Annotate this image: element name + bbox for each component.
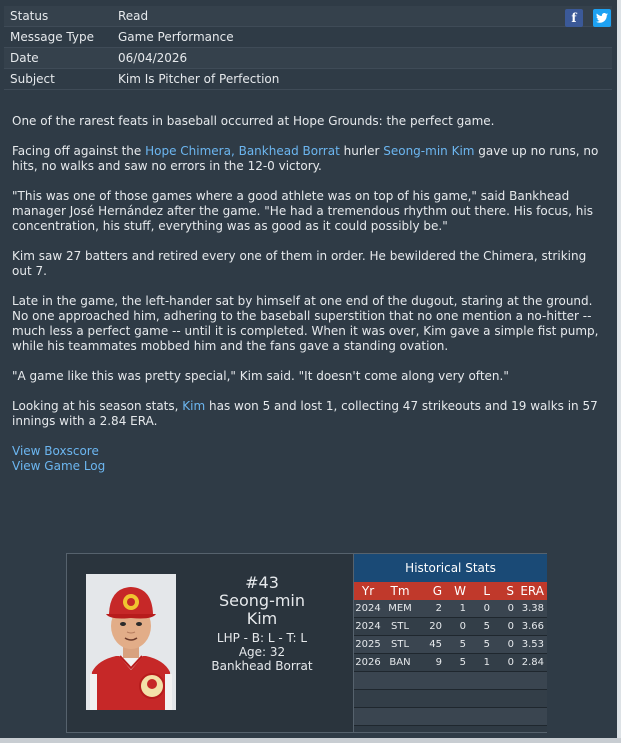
col-header-era[interactable]: ERA: [520, 584, 544, 598]
cell-era: 3.66: [521, 621, 544, 632]
article-paragraph: "This was one of those games where a good athlete was on top of his game," said Bankhead manager José Hernández after the game. "He had a tremendous rhythm out there. His focus, his concentration, his stuff, everything was as good as it could possibly be.": [12, 189, 593, 233]
cell-yr: 2024: [355, 621, 381, 632]
article-paragraph: Late in the game, the left-hander sat by himself at one end of the dugout, staring at the ground. No one approached him, adhering to the baseball superstition that no one mention a no-hitter -- much less a perfect game -- until it is completed. When it was over, Kim gave a simple fist pump, while his teammates mobbed him and the fans gave a standing ovation.: [12, 294, 599, 353]
col-header-tm[interactable]: Tm: [390, 584, 410, 598]
article-paragraph: "A game like this was pretty special," Kim said. "It doesn't come along very often.": [12, 369, 509, 383]
cell-tm: STL: [390, 621, 410, 632]
article-paragraph: [12, 399, 602, 429]
cell-tm: STL: [390, 639, 410, 650]
article-body: [12, 114, 602, 474]
date-label: Date: [10, 51, 39, 65]
cell-g: 45: [429, 639, 442, 650]
header-row-date: [4, 48, 612, 69]
text-run: Looking at his season stats,: [12, 399, 183, 413]
player-portrait-icon: [86, 574, 176, 710]
view-game-log-link[interactable]: View Game Log: [12, 459, 106, 473]
cell-w: 1: [459, 603, 466, 614]
table-row: [354, 636, 547, 654]
text-run: hurler: [339, 144, 384, 158]
cell-l: 0: [483, 603, 490, 614]
message-type-label: Message Type: [10, 30, 94, 44]
article-paragraph: Kim saw 27 batters and retired every one of them in order. He bewildered the Chimera, striking out 7.: [12, 249, 587, 278]
social-buttons: [565, 9, 611, 27]
table-row-empty: [354, 690, 547, 708]
team-link-hope-chimera[interactable]: Hope Chimera: [145, 144, 231, 158]
cell-g: 2: [435, 603, 442, 614]
message-header: [4, 6, 612, 90]
player-team: Bankhead Borrat: [211, 659, 313, 673]
player-age: Age: 32: [238, 645, 286, 659]
historical-stats-table: [353, 554, 547, 732]
article-paragraph: [12, 144, 602, 174]
window-edge: [617, 0, 621, 738]
table-row-empty: [354, 672, 547, 690]
view-boxscore-link[interactable]: View Boxscore: [12, 444, 99, 458]
cell-l: 5: [483, 621, 490, 632]
window-bottom-border: [0, 738, 621, 743]
header-row-subject: [4, 69, 612, 90]
header-row-status: [4, 6, 612, 27]
header-row-type: [4, 27, 612, 48]
message-type-value: Game Performance: [118, 30, 234, 44]
table-row: [354, 618, 547, 636]
player-number: #43: [245, 573, 279, 592]
article-paragraph: One of the rarest feats in baseball occurred at Hope Grounds: the perfect game.: [12, 114, 495, 128]
date-value: 06/04/2026: [118, 51, 188, 65]
text-run: Facing off against the: [12, 144, 146, 158]
col-header-g[interactable]: G: [432, 584, 442, 598]
stats-title: Historical Stats: [354, 554, 547, 582]
col-header-w[interactable]: W: [454, 584, 466, 598]
col-header-s[interactable]: S: [506, 584, 514, 598]
cell-s: 0: [507, 603, 514, 614]
player-link-kim-stats[interactable]: Kim: [182, 399, 206, 413]
cell-g: 20: [429, 621, 442, 632]
player-card: [66, 553, 547, 733]
cell-era: 2.84: [521, 657, 544, 668]
cell-yr: 2025: [355, 639, 381, 650]
cell-yr: 2026: [355, 657, 381, 668]
col-header-l[interactable]: L: [483, 584, 490, 598]
col-header-yr[interactable]: Yr: [361, 584, 375, 598]
link-separator: ,: [230, 144, 239, 158]
cell-tm: MEM: [388, 603, 412, 614]
text-run: gave up no runs, no hits, no walks and saw no errors in the 12-0 victory.: [12, 144, 599, 173]
cell-s: 0: [507, 639, 514, 650]
subject-value: Kim Is Pitcher of Perfection: [118, 72, 280, 86]
cell-s: 0: [507, 657, 514, 668]
cell-g: 9: [435, 657, 442, 668]
cell-l: 1: [483, 657, 490, 668]
player-bio: LHP - B: L - T: L: [216, 631, 308, 645]
cell-yr: 2024: [355, 603, 381, 614]
team-link-bankhead-borrat[interactable]: Bankhead Borrat: [238, 144, 340, 158]
table-row: [354, 600, 547, 618]
cell-l: 5: [483, 639, 490, 650]
cell-s: 0: [507, 621, 514, 632]
facebook-icon[interactable]: f: [565, 9, 583, 27]
cell-era: 3.53: [521, 639, 544, 650]
text-run: has won 5 and lost 1, collecting 47 strikeouts and 19 walks in 57 innings with a 2.84 ERA.: [12, 399, 598, 428]
cell-w: 5: [459, 657, 466, 668]
stats-header-row: [354, 582, 547, 600]
cell-w: 0: [459, 621, 466, 632]
cell-w: 5: [459, 639, 466, 650]
player-photo[interactable]: [86, 574, 176, 710]
table-row: [354, 654, 547, 672]
player-info: [197, 574, 327, 673]
cell-tm: BAN: [389, 657, 411, 668]
player-link-kim[interactable]: Seong-min Kim: [383, 144, 475, 158]
player-first-name: Seong-min: [218, 591, 306, 610]
player-last-name: Kim: [246, 609, 278, 628]
cell-era: 3.38: [521, 603, 544, 614]
twitter-icon[interactable]: [593, 9, 611, 27]
article-links: [12, 444, 602, 474]
subject-label: Subject: [10, 72, 55, 86]
status-label: Status: [10, 9, 49, 23]
table-row-empty: [354, 708, 547, 726]
status-value: Read: [118, 9, 149, 23]
